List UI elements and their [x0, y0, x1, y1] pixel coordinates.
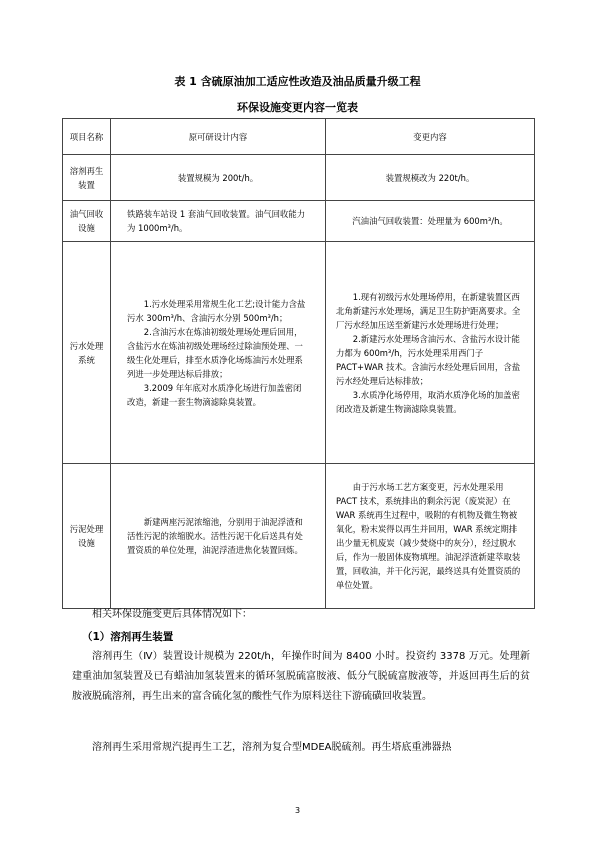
- intro-text: 相关环保设施变更后具体情况如下：: [92, 609, 252, 620]
- row-name: 污泥处理设施: [63, 464, 111, 609]
- change-item: 1.现有初级污水处理场停用，在新建装置区西北角新建污水处理场，满足卫生防护距离要求。全厂污水经加压送至新建污水处理场进行处理；: [336, 291, 521, 330]
- section-heading: （1）溶剂再生装置: [82, 631, 174, 643]
- body-paragraph: 溶剂再生（Ⅳ）装置设计规模为 220t/h，年操作时间为 8400 小时。投资约 3378 万元。处理新建重油加氢装置及已有蜡油加氢装置来的循环氢脱硫富胺液、低分气脱硫富胺液等，并返回再生后的贫胺液脱硫溶剂，再生出来的富含硫化氢的酸性气作为原料送往下游硫磺回收装置。: [72, 651, 530, 702]
- row-change: 装置规模改为 220t/h。: [326, 155, 535, 201]
- table-header-row: [63, 119, 535, 155]
- document-title: 表 1 含硫原油加工适应性改造及油品质量升级工程: [174, 75, 421, 88]
- row-original: 新建两座污泥浓缩池，分别用于油泥浮渣和活性污泥的浓缩脱水。活性污泥干化后送具有处置资质的单位处理，油泥浮渣进焦化装置回炼。: [111, 464, 326, 609]
- table-row: [63, 201, 535, 242]
- row-name: 污水处理系统: [63, 242, 111, 464]
- row-name: 油气回收设施: [63, 201, 111, 242]
- changes-table: [62, 118, 535, 609]
- body-paragraph: 溶剂再生采用常规汽提再生工艺，溶剂为复合型MDEA脱硫剂。再生塔底重沸器热: [92, 742, 452, 753]
- change-item: 3.水质净化场停用，取消水质净化场的加盖密闭改造及新建生物滴滤除臭装置。: [336, 389, 520, 414]
- header-original: 原可研设计内容: [111, 119, 326, 155]
- original-item: 1.污水处理采用常规生化工艺;设计能力含盐污水 300m³/h、含油污水分别 500m³/h；: [127, 298, 306, 323]
- row-change: [326, 242, 535, 464]
- table-row: [63, 464, 535, 609]
- row-name: 溶剂再生装置: [63, 155, 111, 201]
- header-change: 变更内容: [326, 119, 535, 155]
- table-row: [63, 242, 535, 464]
- original-item: 3.2009 年年底对水质净化场进行加盖密闭改造，新建一套生物滴滤除臭装置。: [127, 382, 302, 407]
- row-change: 由于污水场工艺方案变更，污水处理采用 PACT 技术，系统排出的剩余污泥（废炭泥）在 WAR 系统再生过程中，吸附的有机物及微生物被氧化，粉末炭得以再生并回用，WAR 系统定期排出少量无机废炭（减少焚烧中的灰分），经过脱水后，作为一般固体废物填埋。油泥浮渣新建萃取装置，回收油，并干化污泥，最终送具有处置资质的单位处置。: [326, 464, 535, 609]
- row-original: 装置规模为 200t/h。: [111, 155, 326, 201]
- table-row: [63, 155, 535, 201]
- row-change: 汽油油气回收装置：处理量为 600m³/h。: [326, 201, 535, 242]
- original-item: 2.含油污水在炼油初级处理场处理后回用，含盐污水在炼油初级处理场经过除油预处理、一级生化处理后，排至水质净化场炼油污水处理系列进一步处理达标后排放；: [127, 326, 303, 379]
- row-original: [111, 242, 326, 464]
- table-title: 环保设施变更内容一览表: [237, 101, 358, 114]
- change-item: 2.新建污水处理场含油污水、含盐污水设计能力都为 600m³/h，污水处理采用西门子 PACT+WAR 技术。含油污水经处理后回用，含盐污水经处理后达标排放；: [336, 333, 521, 386]
- page-number: 3: [294, 806, 301, 815]
- row-original: 铁路装车站设 1 套油气回收装置。油气回收能力为 1000m³/h。: [111, 201, 326, 242]
- header-item-name: 项目名称: [63, 119, 111, 155]
